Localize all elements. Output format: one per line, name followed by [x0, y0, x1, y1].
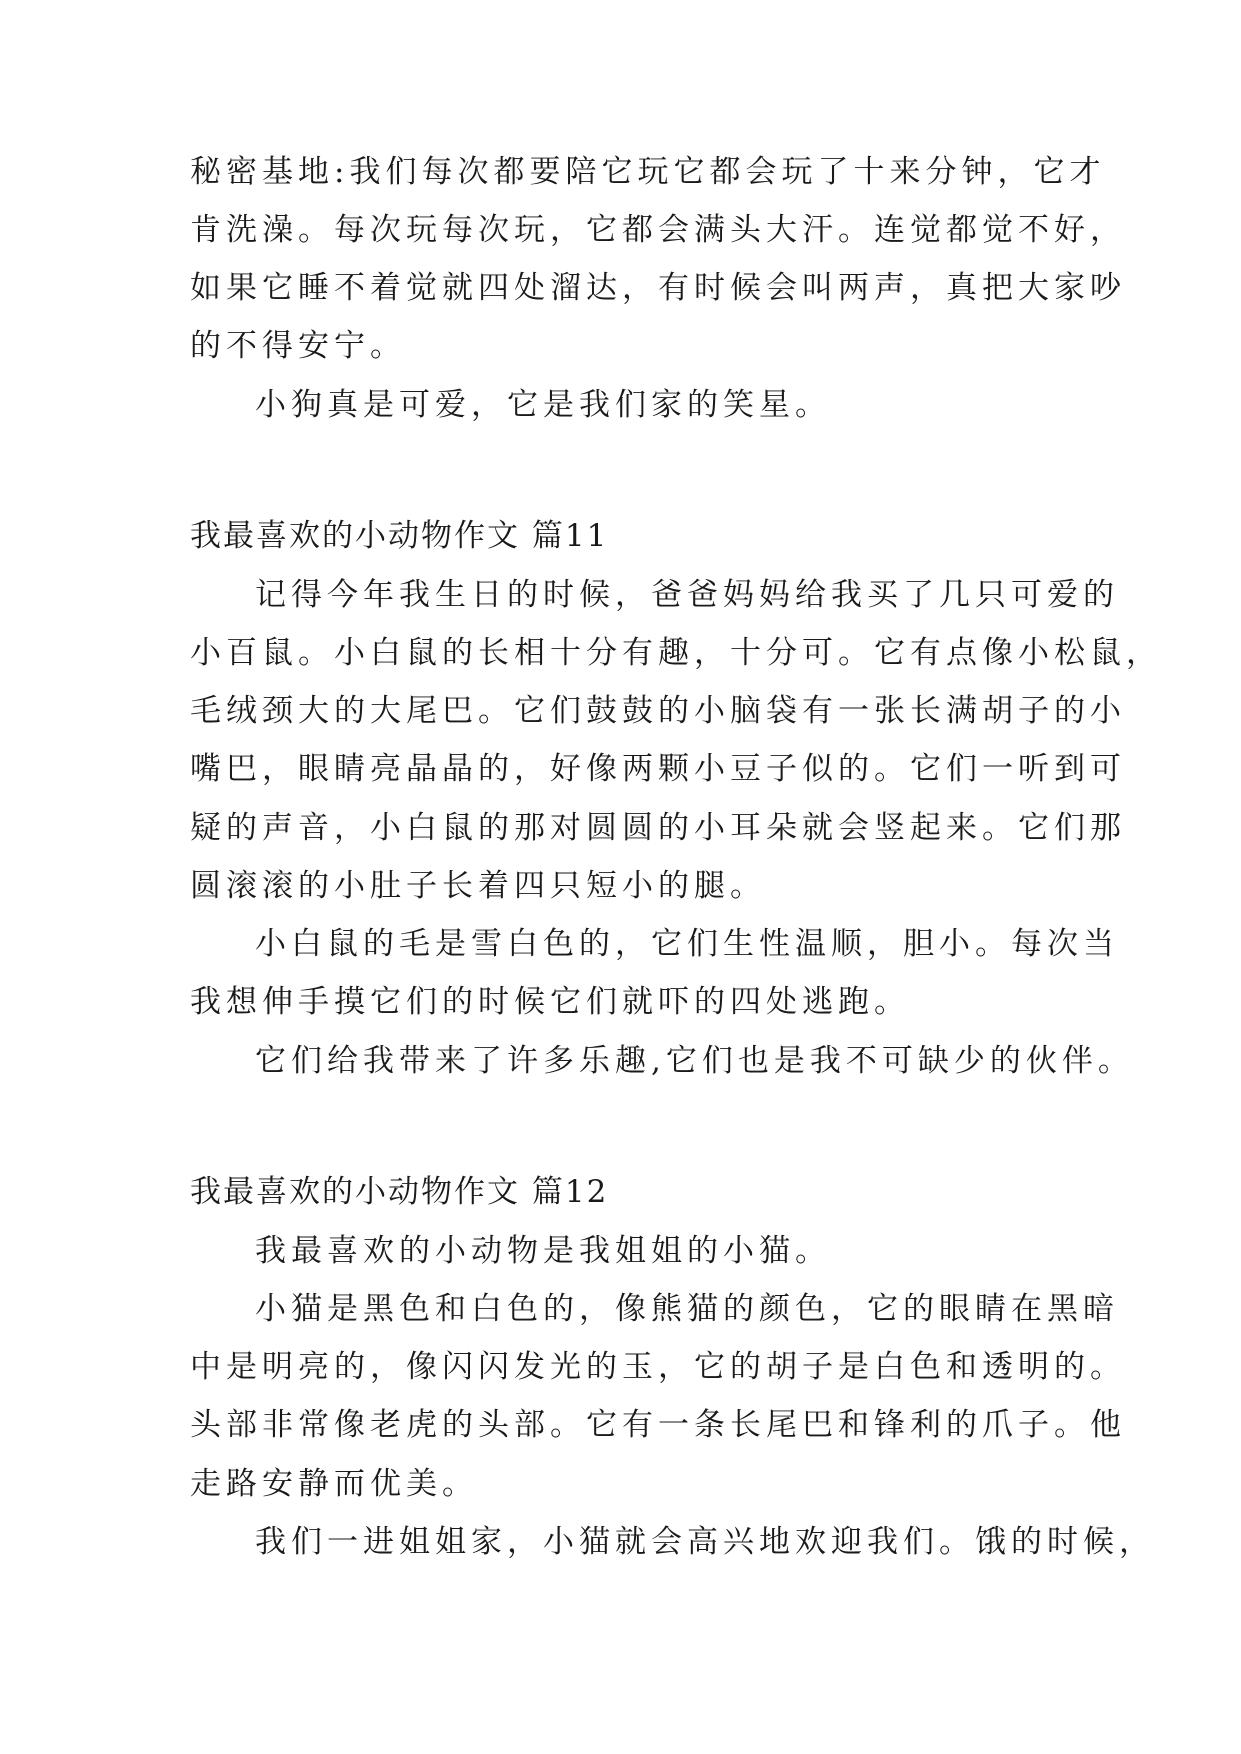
section-heading: 我最喜欢的小动物作文 篇12 — [190, 1174, 609, 1210]
paragraph-line: 走路安静而优美。 — [190, 1466, 478, 1502]
paragraph-line: 我们一进姐姐家，小猫就会高兴地欢迎我们。饿的时候， — [255, 1524, 1155, 1560]
section-heading: 我最喜欢的小动物作文 篇11 — [190, 518, 609, 554]
paragraph-line: 肯洗澡。每次玩每次玩，它都会满头大汗。连觉都觉不好， — [190, 212, 1126, 248]
paragraph-line: 如果它睡不着觉就四处溜达，有时候会叫两声，真把大家吵 — [190, 270, 1126, 306]
paragraph-line: 记得今年我生日的时候，爸爸妈妈给我买了几只可爱的 — [255, 577, 1119, 613]
paragraph-line: 秘密基地:我们每次都要陪它玩它都会玩了十来分钟，它才 — [190, 154, 1106, 190]
paragraph-line: 它们给我带来了许多乐趣,它们也是我不可缺少的伙伴。 — [255, 1043, 1134, 1079]
paragraph-line: 我最喜欢的小动物是我姐姐的小猫。 — [255, 1233, 831, 1269]
paragraph-line: 小狗真是可爱，它是我们家的笑星。 — [255, 387, 831, 423]
paragraph-line: 嘴巴，眼睛亮晶晶的，好像两颗小豆子似的。它们一听到可 — [190, 751, 1126, 787]
paragraph-line: 中是明亮的，像闪闪发光的玉，它的胡子是白色和透明的。 — [190, 1349, 1126, 1385]
paragraph-line: 小猫是黑色和白色的，像熊猫的颜色，它的眼睛在黑暗 — [255, 1291, 1119, 1327]
paragraph-line: 小百鼠。小白鼠的长相十分有趣，十分可。它有点像小松鼠， — [190, 635, 1162, 671]
paragraph-line: 我想伸手摸它们的时候它们就吓的四处逃跑。 — [190, 984, 910, 1020]
paragraph-line: 的不得安宁。 — [190, 328, 406, 364]
paragraph-line: 毛绒颈大的大尾巴。它们鼓鼓的小脑袋有一张长满胡子的小 — [190, 693, 1126, 729]
paragraph-line: 圆滚滚的小肚子长着四只短小的腿。 — [190, 868, 766, 904]
paragraph-line: 疑的声音，小白鼠的那对圆圆的小耳朵就会竖起来。它们那 — [190, 810, 1126, 846]
paragraph-line: 小白鼠的毛是雪白色的，它们生性温顺，胆小。每次当 — [255, 926, 1119, 962]
paragraph-line: 头部非常像老虎的头部。它有一条长尾巴和锋利的爪子。他 — [190, 1407, 1126, 1443]
